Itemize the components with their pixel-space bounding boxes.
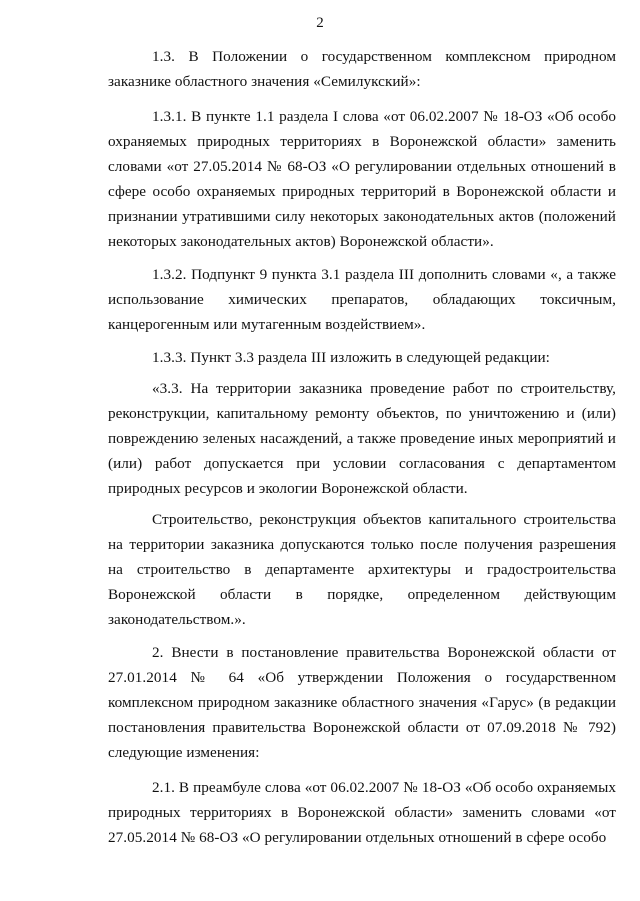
document-body: [108, 44, 616, 860]
paragraph-1-3: 1.3. В Положении о государственном комплексном природном заказнике областного значения «Семилукский»:: [108, 48, 616, 90]
page-number: 2: [316, 15, 324, 31]
paragraph-1-3-1: 1.3.1. В пункте 1.1 раздела I слова «от 06.02.2007 № 18-ОЗ «Об особо охраняемых природных территориях в Воронежской области» заменить словами «от 27.05.2014 № 68-ОЗ «О регулировании отдельных отношений в сфере особо охраняемых природных территорий в Воронежской области и признании утратившими силу некоторых законодательных актов (положений некоторых законодательных актов) Воронежской области».: [108, 108, 616, 250]
paragraph-1-3-2: 1.3.2. Подпункт 9 пункта 3.1 раздела III дополнить словами «, а также использование химических препаратов, обладающих токсичным, канцерогенным или мутагенным воздействием».: [108, 266, 616, 333]
paragraph-1-3-3: 1.3.3. Пункт 3.3 раздела III изложить в следующей редакции:: [152, 349, 550, 366]
paragraph-2: 2. Внести в постановление правительства Воронежской области от 27.01.2014 № 64 «Об утверждении Положения о государственном комплексном природном заказнике областного значения «Гарус» (в редакции постановления правительства Воронежской области от 07.09.2018 № 792) следующие изменения:: [108, 644, 616, 761]
paragraph-3-3-quote: «3.3. На территории заказника проведение работ по строительству, реконструкции, капитальному ремонту объектов, по уничтожению и (или) повреждению зеленых насаждений, а также проведение иных мероприятий и (или) работ допускается при условии согласования с департаментом природных ресурсов и экологии Воронежской области.: [108, 380, 616, 497]
paragraph-construction: Строительство, реконструкция объектов капитального строительства на территории заказника допускаются только после получения разрешения на строительство в департаменте архитектуры и градостроительства Воронежской области в порядке, определенном действующим законодательством.».: [108, 511, 616, 628]
paragraph-2-1: 2.1. В преамбуле слова «от 06.02.2007 № 18-ОЗ «Об особо охраняемых природных территориях в Воронежской области» заменить словами «от 27.05.2014 № 68-ОЗ «О регулировании отдельных отношений в сфере особо: [108, 779, 616, 846]
